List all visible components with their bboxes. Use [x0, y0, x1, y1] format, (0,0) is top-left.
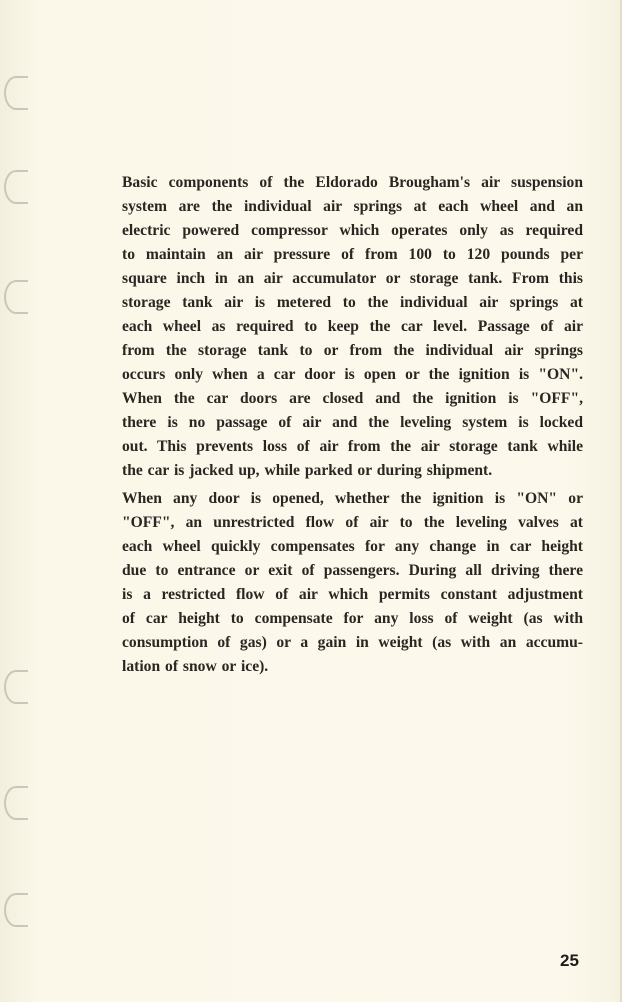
text-line: there is no passage of air and the leveling system is locked — [122, 414, 583, 431]
text-line: electric powered compressor which operates only as required — [122, 222, 583, 239]
page-number: 25 — [560, 951, 579, 970]
text-line: "OFF", an unrestricted flow of air to the leveling valves at — [122, 514, 583, 531]
body-text — [122, 171, 583, 679]
text-line: consumption of gas) or a gain in weight (as with an accumu- — [122, 634, 583, 651]
binding-hole — [4, 280, 28, 314]
binding-hole — [4, 170, 28, 204]
text-line: out. This prevents loss of air from the air storage tank while — [122, 438, 583, 455]
text-line: is a restricted flow of air which permits constant adjustment — [122, 586, 583, 603]
text-line: due to entrance or exit of passengers. During all driving there — [122, 562, 583, 579]
text-line: the car is jacked up, while parked or during shipment. — [122, 462, 493, 479]
paragraph-1 — [122, 171, 583, 483]
text-line: occurs only when a car door is open or the ignition is "ON". — [122, 366, 583, 383]
text-line: system are the individual air springs at each wheel and an — [122, 198, 583, 215]
text-line: of car height to compensate for any loss of weight (as with — [122, 610, 583, 627]
text-line: lation of snow or ice). — [122, 658, 269, 675]
paragraph-2 — [122, 487, 583, 679]
text-line: from the storage tank to or from the individual air springs — [122, 342, 583, 359]
text-line: When the car doors are closed and the ignition is "OFF", — [122, 390, 583, 407]
binding-hole — [4, 670, 28, 704]
binding-hole — [4, 893, 28, 927]
text-line: each wheel as required to keep the car level. Passage of air — [122, 318, 583, 335]
text-line: storage tank air is metered to the individual air springs at — [122, 294, 583, 311]
binding-hole — [4, 76, 28, 110]
text-line: When any door is opened, whether the ignition is "ON" or — [122, 490, 583, 507]
text-line: square inch in an air accumulator or storage tank. From this — [122, 270, 583, 287]
text-line: to maintain an air pressure of from 100 to 120 pounds per — [122, 246, 583, 263]
text-line: Basic components of the Eldorado Brougham's air suspension — [122, 174, 583, 191]
binding-hole — [4, 786, 28, 820]
text-line: each wheel quickly compensates for any change in car height — [122, 538, 583, 555]
